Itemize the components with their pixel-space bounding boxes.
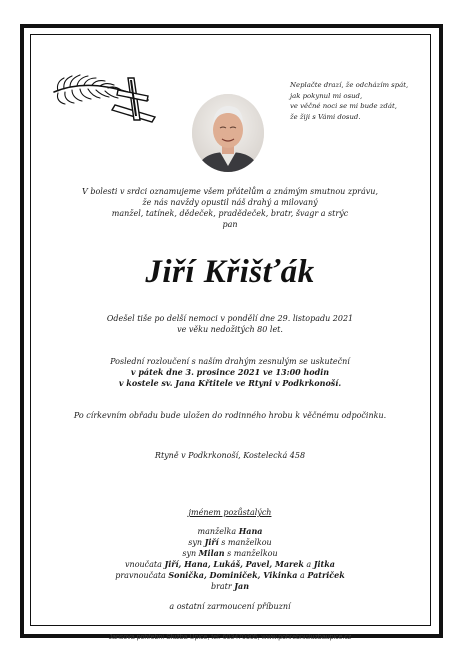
survivor-great-grandchildren <box>30 570 430 581</box>
relation-label: syn <box>182 549 199 558</box>
relation-suffix: s manželkou <box>224 549 278 558</box>
person-names: Sonička, Dominiček, Vikinka <box>168 570 298 580</box>
person-name: Hana <box>238 526 263 536</box>
survivors <box>30 507 430 612</box>
farewell-place: v kostele sv. Jana Křtitele ve Rtyni v Podkrkonoší. <box>118 378 342 388</box>
portrait-photo <box>192 94 264 172</box>
conjunction: a <box>303 560 314 569</box>
announcement-line: manžel, tatínek, dědeček, pradědeček, bratr, švagr a strýc <box>111 209 349 218</box>
poem <box>290 80 430 122</box>
person-name: Patriček <box>307 570 345 580</box>
conjunction: a <box>297 571 308 580</box>
death-line: ve věku nedožitých 80 let. <box>177 325 283 334</box>
address <box>30 450 430 461</box>
announcement-line: pan <box>222 220 238 229</box>
person-name: Jitka <box>313 559 335 569</box>
survivor-wife <box>30 526 430 537</box>
person-name: Milan <box>198 548 225 558</box>
deceased-name: Jiří Křišťák <box>145 254 315 290</box>
survivor-brother <box>30 581 430 592</box>
death-line: Odešel tiše po delší nemoci v pondělí dne 29. listopadu 2021 <box>106 314 354 323</box>
address-line: Rtyně v Podkrkonoší, Kostelecká 458 <box>154 451 306 460</box>
farewell-line: Poslední rozloučení s naším drahým zesnulým se uskuteční <box>110 357 350 366</box>
relation-suffix: s manželkou <box>218 538 272 547</box>
poem-line: že žiji s Vámi dosud. <box>290 112 361 121</box>
burial-line: Po církevním obřadu bude uložen do rodinného hrobu k věčnému odpočinku. <box>73 411 387 420</box>
funeral-service-footer: Jansova pohřební Služba Úpice, tel: 603470305, www.pohrebnisluzbaupice.cz <box>108 634 352 641</box>
relation-label: pravnoučata <box>115 571 169 580</box>
relation-label: syn <box>188 538 205 547</box>
survivor-grandchildren <box>30 559 430 570</box>
announcement <box>30 186 430 230</box>
relation-label: vnoučata <box>125 560 165 569</box>
relation-label: manželka <box>197 527 239 536</box>
person-name: Jan <box>234 581 250 591</box>
announcement-line: V bolesti v srdci oznamujeme všem přátelům a známým smutnou zprávu, <box>82 187 378 196</box>
relation-label: bratr <box>210 582 235 591</box>
other-relatives: a ostatní zarmoucení příbuzní <box>169 602 291 611</box>
person-names: Jiří, Hana, Lukáš, Pavel, Marek <box>164 559 304 569</box>
survivors-heading: jménem pozůstalých <box>188 508 272 517</box>
farewell-date: v pátek dne 3. prosince 2021 ve 13:00 hodin <box>130 367 330 377</box>
farewell-info <box>30 356 430 389</box>
cross-palm-icon <box>48 70 160 128</box>
portrait-icon <box>192 94 264 172</box>
announcement-line: že nás navždy opustil náš drahý a milovaný <box>142 198 318 207</box>
survivor-son <box>30 548 430 559</box>
death-notice <box>30 313 430 335</box>
poem-line: Neplačte drazí, že odcházím spát, <box>290 81 409 89</box>
poem-line: jak pokynul mi osud, <box>290 91 363 100</box>
person-name: Jiří <box>204 537 219 547</box>
survivor-son <box>30 537 430 548</box>
burial-note <box>30 410 430 421</box>
poem-line: ve věčné noci se mi bude zdát, <box>290 102 397 110</box>
